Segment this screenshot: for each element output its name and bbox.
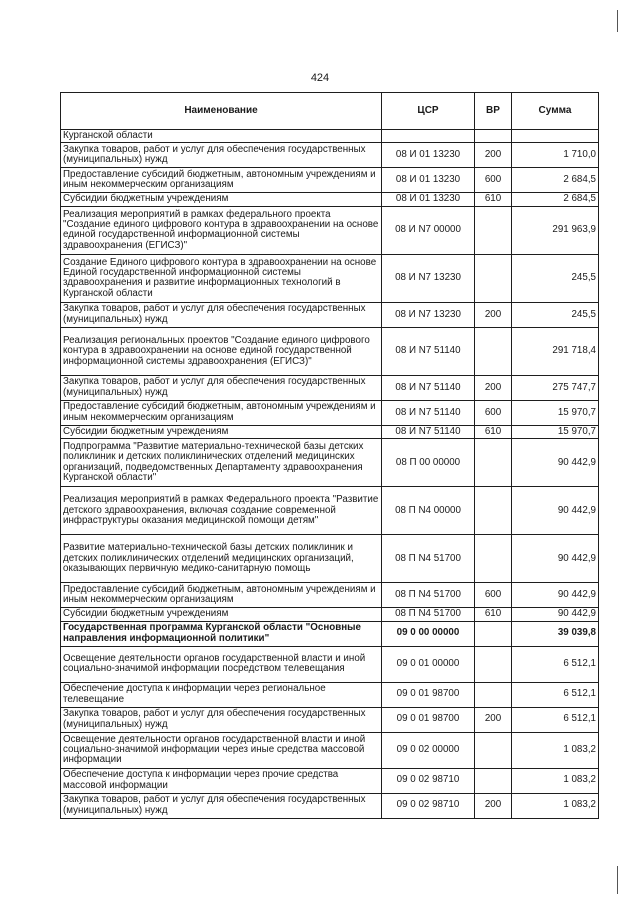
table-row — [61, 732, 599, 768]
row-csr: 08 И N7 13230 — [382, 254, 475, 302]
row-sum: 15 970,7 — [512, 425, 599, 438]
table-row — [61, 487, 599, 535]
row-vr: 200 — [475, 302, 512, 327]
row-sum: 6 512,1 — [512, 707, 599, 732]
row-csr: 08 И 01 13230 — [382, 168, 475, 193]
row-name: Реализация мероприятий в рамках федерального проекта "Создание единого цифрового контура в здравоохранении на основе единой государственной информационной системы здравоохранения (ЕГИСЗ)" — [61, 206, 382, 254]
header-vr: ВР — [475, 93, 512, 130]
row-name: Освещение деятельности органов государственной власти и иной социально-значимой информации посредством телевещания — [61, 646, 382, 682]
row-vr — [475, 535, 512, 583]
row-name: Реализация мероприятий в рамках Федерального проекта "Развитие детского здравоохранения, включая создание современной инфраструктуры оказания медицинской помощи детям" — [61, 487, 382, 535]
table-row — [61, 327, 599, 375]
row-name: Подпрограмма "Развитие материально-технической базы детских поликлиник и детских поликлинических отделений медицинских организаций, подведомственных Департаменту здравоохранения Курганской области" — [61, 439, 382, 487]
row-csr: 08 И N7 13230 — [382, 302, 475, 327]
row-vr — [475, 621, 512, 646]
row-vr — [475, 646, 512, 682]
row-csr: 08 П N4 51700 — [382, 608, 475, 621]
row-sum: 245,5 — [512, 254, 599, 302]
row-name: Субсидии бюджетным учреждениям — [61, 193, 382, 206]
row-name: Предоставление субсидий бюджетным, автономным учреждениям и иным некоммерческим организациям — [61, 583, 382, 608]
row-vr: 610 — [475, 608, 512, 621]
row-name: Закупка товаров, работ и услуг для обеспечения государственных (муниципальных) нужд — [61, 707, 382, 732]
table-row — [61, 583, 599, 608]
row-sum: 39 039,8 — [512, 621, 599, 646]
table-row — [61, 439, 599, 487]
scan-margin-mark — [617, 10, 618, 32]
row-name: Субсидии бюджетным учреждениям — [61, 425, 382, 438]
row-csr: 08 И N7 51140 — [382, 375, 475, 400]
row-sum: 90 442,9 — [512, 487, 599, 535]
row-sum: 15 970,7 — [512, 400, 599, 425]
table-row — [61, 621, 599, 646]
row-vr — [475, 768, 512, 793]
row-sum: 6 512,1 — [512, 646, 599, 682]
page-number: 424 — [310, 72, 330, 84]
row-csr: 08 И N7 51140 — [382, 327, 475, 375]
table-row — [61, 400, 599, 425]
row-csr: 08 П N4 51700 — [382, 535, 475, 583]
row-sum: 1 710,0 — [512, 143, 599, 168]
row-csr: 09 0 00 00000 — [382, 621, 475, 646]
row-vr — [475, 487, 512, 535]
budget-table — [60, 92, 599, 819]
row-name: Освещение деятельности органов государственной власти и иной социально-значимой информации через иные средства массовой информации — [61, 732, 382, 768]
row-csr — [382, 130, 475, 143]
row-sum: 1 083,2 — [512, 793, 599, 818]
row-vr — [475, 682, 512, 707]
row-vr: 600 — [475, 168, 512, 193]
row-csr: 09 0 02 00000 — [382, 732, 475, 768]
row-sum: 6 512,1 — [512, 682, 599, 707]
row-vr — [475, 327, 512, 375]
row-name: Предоставление субсидий бюджетным, автономным учреждениям и иным некоммерческим организациям — [61, 400, 382, 425]
row-sum: 2 684,5 — [512, 193, 599, 206]
row-name: Закупка товаров, работ и услуг для обеспечения государственных (муниципальных) нужд — [61, 143, 382, 168]
row-vr: 200 — [475, 375, 512, 400]
row-sum — [512, 130, 599, 143]
row-csr: 09 0 01 98700 — [382, 707, 475, 732]
row-vr — [475, 439, 512, 487]
table-row — [61, 168, 599, 193]
row-vr: 600 — [475, 583, 512, 608]
scan-margin-mark — [617, 866, 618, 894]
header-sum: Сумма — [512, 93, 599, 130]
row-name: Обеспечение доступа к информации через прочие средства массовой информации — [61, 768, 382, 793]
table-header-row — [61, 93, 599, 130]
row-sum: 1 083,2 — [512, 732, 599, 768]
row-name: Создание Единого цифрового контура в здравоохранении на основе Единой государственной информационной системы здравоохранения и развитие информационных технологий в Курганской области — [61, 254, 382, 302]
table-row — [61, 608, 599, 621]
row-sum: 291 718,4 — [512, 327, 599, 375]
table-row — [61, 375, 599, 400]
row-csr: 09 0 01 00000 — [382, 646, 475, 682]
row-csr: 09 0 02 98710 — [382, 793, 475, 818]
table-row — [61, 206, 599, 254]
row-sum: 275 747,7 — [512, 375, 599, 400]
table-row — [61, 425, 599, 438]
row-vr: 200 — [475, 707, 512, 732]
row-sum: 90 442,9 — [512, 583, 599, 608]
row-name: Реализация региональных проектов "Создание единого цифрового контура в здравоохранении на основе единой государственной информационной системы здравоохранения (ЕГИСЗ)" — [61, 327, 382, 375]
row-name: Субсидии бюджетным учреждениям — [61, 608, 382, 621]
row-vr: 600 — [475, 400, 512, 425]
row-csr: 08 И N7 00000 — [382, 206, 475, 254]
row-name: Закупка товаров, работ и услуг для обеспечения государственных (муниципальных) нужд — [61, 375, 382, 400]
row-csr: 08 И 01 13230 — [382, 193, 475, 206]
table-row — [61, 768, 599, 793]
row-name: Закупка товаров, работ и услуг для обеспечения государственных (муниципальных) нужд — [61, 793, 382, 818]
row-vr — [475, 206, 512, 254]
row-csr: 08 И N7 51140 — [382, 425, 475, 438]
row-name: Курганской области — [61, 130, 382, 143]
row-vr — [475, 130, 512, 143]
table-row — [61, 193, 599, 206]
row-sum: 90 442,9 — [512, 535, 599, 583]
row-sum: 2 684,5 — [512, 168, 599, 193]
row-vr: 610 — [475, 425, 512, 438]
row-vr: 200 — [475, 793, 512, 818]
row-name: Предоставление субсидий бюджетным, автономным учреждениям и иным некоммерческим организациям — [61, 168, 382, 193]
row-sum: 245,5 — [512, 302, 599, 327]
row-vr: 200 — [475, 143, 512, 168]
row-sum: 291 963,9 — [512, 206, 599, 254]
table-row — [61, 130, 599, 143]
row-name: Закупка товаров, работ и услуг для обеспечения государственных (муниципальных) нужд — [61, 302, 382, 327]
row-csr: 08 П N4 51700 — [382, 583, 475, 608]
row-sum: 90 442,9 — [512, 439, 599, 487]
table-row — [61, 254, 599, 302]
row-csr: 09 0 01 98700 — [382, 682, 475, 707]
row-csr: 08 П 00 00000 — [382, 439, 475, 487]
row-name: Обеспечение доступа к информации через региональное телевещание — [61, 682, 382, 707]
table-row — [61, 646, 599, 682]
row-sum: 90 442,9 — [512, 608, 599, 621]
table-row — [61, 707, 599, 732]
table-row — [61, 793, 599, 818]
table-row — [61, 535, 599, 583]
row-sum: 1 083,2 — [512, 768, 599, 793]
row-csr: 09 0 02 98710 — [382, 768, 475, 793]
row-vr — [475, 254, 512, 302]
row-csr: 08 И N7 51140 — [382, 400, 475, 425]
row-name: Развитие материально-технической базы детских поликлиник и детских поликлинических отделений медицинских организаций, оказывающих первичную медико-санитарную помощь — [61, 535, 382, 583]
row-csr: 08 П N4 00000 — [382, 487, 475, 535]
header-name: Наименование — [61, 93, 382, 130]
row-vr: 610 — [475, 193, 512, 206]
row-vr — [475, 732, 512, 768]
row-name: Государственная программа Курганской области "Основные направления информационной политики" — [61, 621, 382, 646]
table-row — [61, 143, 599, 168]
header-csr: ЦСР — [382, 93, 475, 130]
table-row — [61, 682, 599, 707]
row-csr: 08 И 01 13230 — [382, 143, 475, 168]
table-row — [61, 302, 599, 327]
